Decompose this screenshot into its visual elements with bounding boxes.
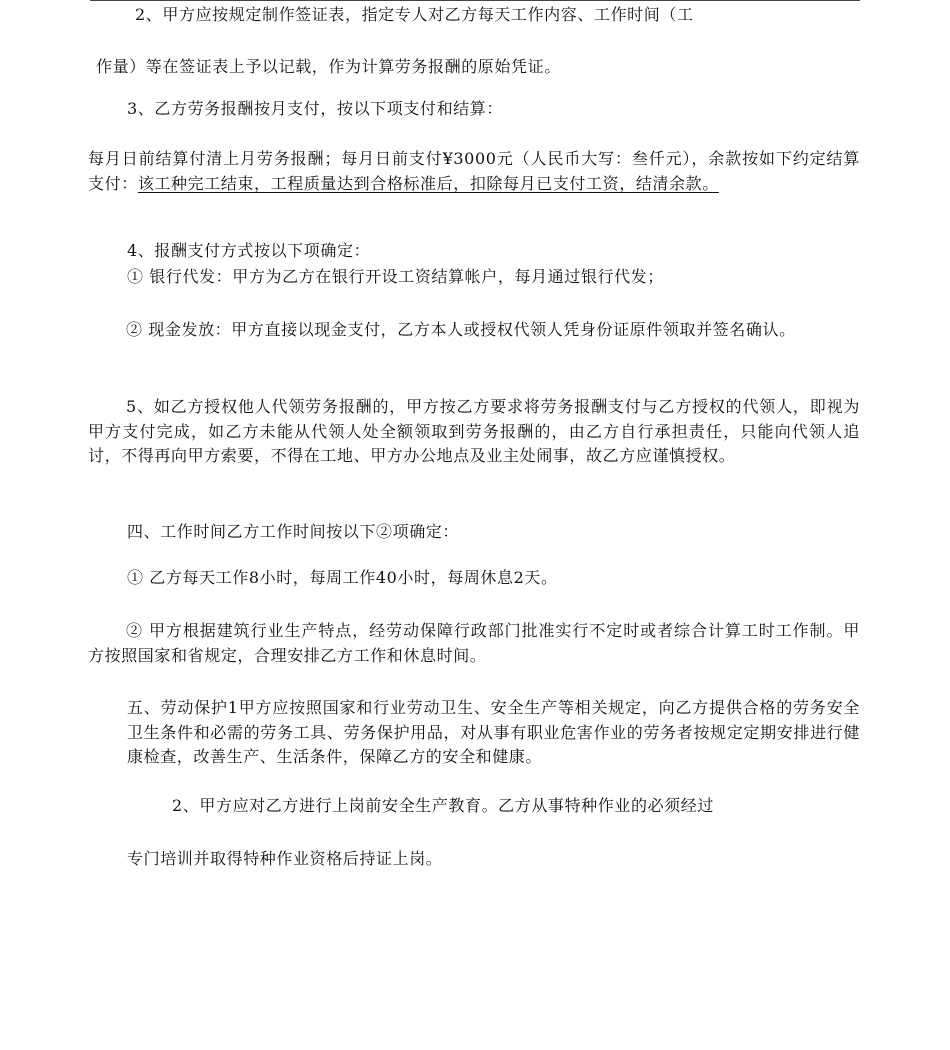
working-hours-heading: 四、工作时间乙方工作时间按以下②项确定： bbox=[127, 522, 460, 541]
top-rule bbox=[90, 0, 860, 1]
cash-payment-option: ② 现金发放：甲方直接以现金支付，乙方本人或授权代领人凭身份证原件领取并签名确认。 bbox=[126, 320, 796, 339]
labor-protection-paragraph: 五、劳动保护1甲方应按照国家和行业劳动卫生、安全生产等相关规定，向乙方提供合格的劳务安全卫生条件和必需的劳务工具、劳务保护用品，对从事有职业危害作业的劳务者按规定定期安排进行健康检查，改善生产、生活条件，保障乙方的安全和健康。 bbox=[127, 698, 860, 766]
settlement-terms-underlined: 该工种完工结束，工程质量达到合格标准后，扣除每月已支付工资，结清余款。 bbox=[137, 173, 719, 193]
payment-schedule-paragraph bbox=[88, 147, 860, 196]
standard-hours-option: ① 乙方每天工作8小时，每周工作40小时，每周休息2天。 bbox=[127, 568, 558, 587]
clause-3-heading: 3、乙方劳务报酬按月支付，按以下项支付和结算： bbox=[127, 99, 503, 118]
bank-payment-option: ① 银行代发：甲方为乙方在银行开设工资结算帐户，每月通过银行代发； bbox=[127, 267, 664, 286]
clause-4-heading: 4、报酬支付方式按以下项确定： bbox=[127, 241, 371, 260]
clause-2-line-2: 作量）等在签证表上予以记载，作为计算劳务报酬的原始凭证。 bbox=[96, 57, 561, 76]
safety-education-line-2: 专门培训并取得特种作业资格后持证上岗。 bbox=[127, 849, 443, 868]
flexible-hours-option: ② 甲方根据建筑行业生产特点，经劳动保障行政部门批准实行不定时或者综合计算工时工作制。甲方按照国家和省规定，合理安排乙方工作和休息时间。 bbox=[88, 621, 860, 665]
payment-schedule-text: 每月日前结算付清上月劳务报酬；每月日前支付¥3000元（人民币大写：叁仟元），余款按如下约定结算支付： bbox=[88, 149, 860, 193]
safety-education-line-1: 2、甲方应对乙方进行上岗前安全生产教育。乙方从事特种作业的必须经过 bbox=[172, 796, 714, 815]
clause-2-line-1: 2、甲方应按规定制作签证表，指定专人对乙方每天工作内容、工作时间（工 bbox=[135, 5, 694, 24]
clause-5-paragraph: 5、如乙方授权他人代领劳务报酬的，甲方按乙方要求将劳务报酬支付与乙方授权的代领人，即视为甲方支付完成，如乙方未能从代领人处全额领取到劳务报酬的，由乙方自行承担责任，只能向代领人追讨，不得再向甲方索要，不得在工地、甲方办公地点及业主处闹事，故乙方应谨慎授权。 bbox=[88, 397, 860, 465]
